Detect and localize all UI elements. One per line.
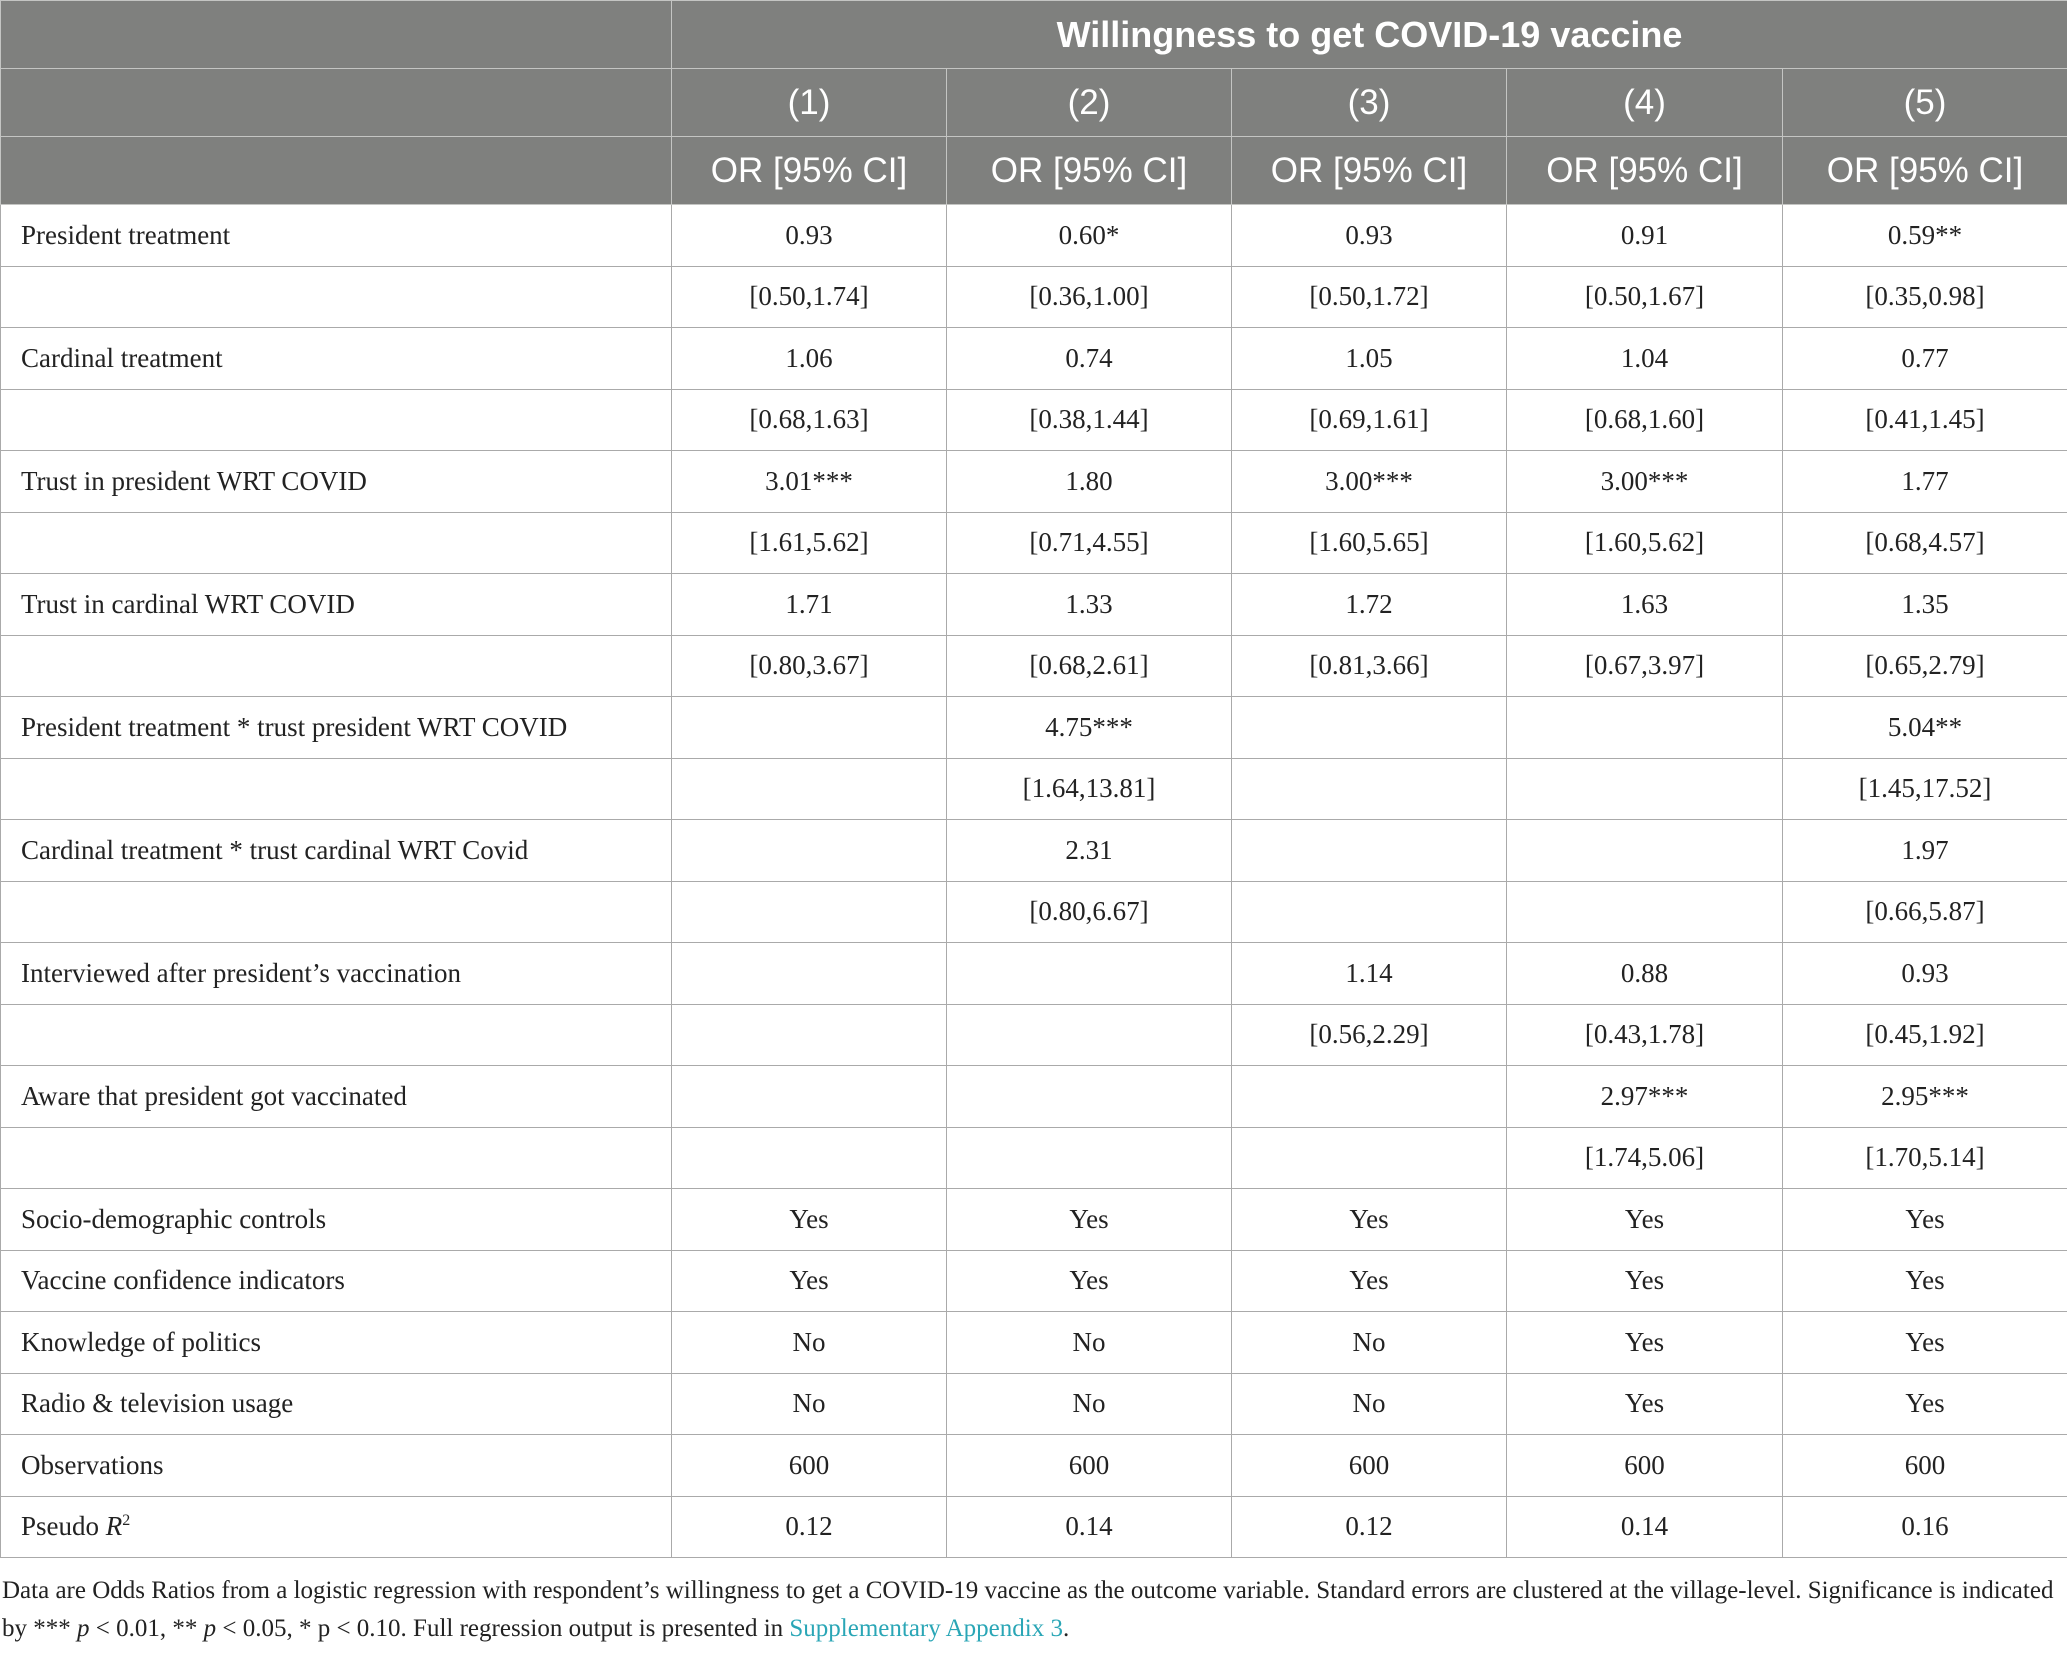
- table-cell: Yes: [1507, 1250, 1783, 1312]
- row-label: Observations: [1, 1435, 672, 1497]
- table-cell: Yes: [1783, 1312, 2067, 1374]
- table-cell: 2.97***: [1507, 1066, 1783, 1128]
- table-cell: 0.12: [1232, 1496, 1507, 1558]
- table-cell: [947, 943, 1232, 1005]
- row-label: Radio & television usage: [1, 1373, 672, 1435]
- table-cell: 0.14: [1507, 1496, 1783, 1558]
- footnote-text: Data are Odds Ratios from a logistic regression with respondent’s willingness to get a COVID-19 vaccine as the outcome variable. Standard errors are clustered at the village-level. Significance is indicated by ***: [2, 1577, 2054, 1642]
- table-cell: Yes: [947, 1250, 1232, 1312]
- row-label: Vaccine confidence indicators: [1, 1250, 672, 1312]
- table-cell: [1232, 820, 1507, 882]
- row-label: [1, 758, 672, 820]
- table-cell: 3.01***: [672, 451, 947, 513]
- table-row: [1, 205, 2067, 267]
- table-cell: Yes: [1783, 1373, 2067, 1435]
- corner-cell: [1, 1, 672, 69]
- row-label: [1, 389, 672, 451]
- table-row: [1, 758, 2067, 820]
- table-cell: Yes: [672, 1250, 947, 1312]
- stat-header: OR [95% CI]: [1783, 137, 2067, 205]
- stat-header: OR [95% CI]: [1232, 137, 1507, 205]
- table-cell: [1232, 758, 1507, 820]
- row-label: Trust in cardinal WRT COVID: [1, 574, 672, 636]
- table-cell: [947, 1004, 1232, 1066]
- table-cell: [672, 943, 947, 1005]
- model-header: (4): [1507, 69, 1783, 137]
- table-row: [1, 697, 2067, 759]
- footnote-text: < 0.01, **: [89, 1615, 204, 1642]
- table-cell: [672, 1066, 947, 1128]
- table-cell: 1.14: [1232, 943, 1507, 1005]
- table-cell: 600: [1783, 1435, 2067, 1497]
- row-label: [1, 512, 672, 574]
- corner-cell: [1, 69, 672, 137]
- table-row: [1, 1373, 2067, 1435]
- table-cell: [1232, 1127, 1507, 1189]
- table-cell: 0.91: [1507, 205, 1783, 267]
- table-cell: [0.41,1.45]: [1783, 389, 2067, 451]
- table-cell: [0.35,0.98]: [1783, 266, 2067, 328]
- table-cell: 1.97: [1783, 820, 2067, 882]
- table-row: [1, 1312, 2067, 1374]
- table-cell: 0.93: [1783, 943, 2067, 1005]
- table-cell: 1.80: [947, 451, 1232, 513]
- stat-header: OR [95% CI]: [672, 137, 947, 205]
- table-cell: 0.59**: [1783, 205, 2067, 267]
- table-cell: 1.33: [947, 574, 1232, 636]
- table-cell: [0.68,1.60]: [1507, 389, 1783, 451]
- table-cell: No: [1232, 1373, 1507, 1435]
- row-label: [1, 881, 672, 943]
- table-cell: [1507, 820, 1783, 882]
- table-cell: 0.16: [1783, 1496, 2067, 1558]
- model-header: (5): [1783, 69, 2067, 137]
- table-cell: [0.71,4.55]: [947, 512, 1232, 574]
- supplementary-appendix-link[interactable]: Supplementary Appendix 3: [789, 1615, 1063, 1642]
- table-cell: [947, 1127, 1232, 1189]
- model-header-row: [1, 69, 2067, 137]
- table-cell: 0.88: [1507, 943, 1783, 1005]
- table-row: [1, 1127, 2067, 1189]
- table-cell: [0.81,3.66]: [1232, 635, 1507, 697]
- table-cell: [0.68,2.61]: [947, 635, 1232, 697]
- superscript: 2: [122, 1512, 131, 1530]
- table-cell: 600: [672, 1435, 947, 1497]
- row-label: Trust in president WRT COVID: [1, 451, 672, 513]
- table-cell: No: [947, 1373, 1232, 1435]
- table-cell: [672, 1127, 947, 1189]
- table-cell: 1.04: [1507, 328, 1783, 390]
- stat-header-row: [1, 137, 2067, 205]
- row-label-pseudo-r2: [1, 1496, 672, 1558]
- table-row: [1, 881, 2067, 943]
- table-cell: [0.80,3.67]: [672, 635, 947, 697]
- table-cell: 1.05: [1232, 328, 1507, 390]
- table-cell: [672, 697, 947, 759]
- table-cell: Yes: [1507, 1373, 1783, 1435]
- table-row: [1, 1250, 2067, 1312]
- table-cell: [1232, 1066, 1507, 1128]
- table-cell: [0.50,1.74]: [672, 266, 947, 328]
- row-label: Cardinal treatment * trust cardinal WRT Covid: [1, 820, 672, 882]
- table-cell: 5.04**: [1783, 697, 2067, 759]
- table-cell: 1.06: [672, 328, 947, 390]
- row-label: President treatment * trust president WRT COVID: [1, 697, 672, 759]
- table-row: [1, 574, 2067, 636]
- table-cell: 1.71: [672, 574, 947, 636]
- table-cell: [0.45,1.92]: [1783, 1004, 2067, 1066]
- pseudo-label: Pseudo: [21, 1511, 106, 1542]
- table-cell: 0.74: [947, 328, 1232, 390]
- table-cell: [0.68,4.57]: [1783, 512, 2067, 574]
- table-cell: 4.75***: [947, 697, 1232, 759]
- table-cell: Yes: [1783, 1189, 2067, 1251]
- table-cell: [1232, 881, 1507, 943]
- table-cell: Yes: [1232, 1189, 1507, 1251]
- table-body: [1, 205, 2067, 1558]
- table-cell: [0.50,1.67]: [1507, 266, 1783, 328]
- row-label: [1, 266, 672, 328]
- table-cell: [0.80,6.67]: [947, 881, 1232, 943]
- model-header: (2): [947, 69, 1232, 137]
- table-cell: 1.77: [1783, 451, 2067, 513]
- table-cell: 1.72: [1232, 574, 1507, 636]
- table-cell: 0.93: [672, 205, 947, 267]
- stat-header: OR [95% CI]: [1507, 137, 1783, 205]
- table-cell: Yes: [1783, 1250, 2067, 1312]
- table-row: [1, 1004, 2067, 1066]
- table-cell: No: [672, 1373, 947, 1435]
- table-cell: [0.66,5.87]: [1783, 881, 2067, 943]
- table-row: [1, 389, 2067, 451]
- table-row: [1, 1066, 2067, 1128]
- table-cell: Yes: [1232, 1250, 1507, 1312]
- table-cell: [0.65,2.79]: [1783, 635, 2067, 697]
- table-cell: [1.45,17.52]: [1783, 758, 2067, 820]
- footnote-text: < 0.05, * p < 0.10. Full regression output is presented in: [216, 1615, 790, 1642]
- table-cell: Yes: [672, 1189, 947, 1251]
- table-cell: 2.95***: [1783, 1066, 2067, 1128]
- table-cell: No: [1232, 1312, 1507, 1374]
- table-cell: [672, 1004, 947, 1066]
- table-cell: 2.31: [947, 820, 1232, 882]
- table-cell: [0.36,1.00]: [947, 266, 1232, 328]
- table-cell: [1507, 758, 1783, 820]
- table-cell: 1.35: [1783, 574, 2067, 636]
- table-cell: [1.60,5.62]: [1507, 512, 1783, 574]
- table-cell: [672, 758, 947, 820]
- row-label: [1, 1127, 672, 1189]
- caption-row: [1, 1, 2067, 69]
- table-cell: 600: [947, 1435, 1232, 1497]
- table-cell: [1.61,5.62]: [672, 512, 947, 574]
- table-row: [1, 328, 2067, 390]
- table-cell: 0.93: [1232, 205, 1507, 267]
- table-row-pseudo-r2: [1, 1496, 2067, 1558]
- model-header: (3): [1232, 69, 1507, 137]
- row-label: [1, 635, 672, 697]
- table-cell: [947, 1066, 1232, 1128]
- p-symbol: p: [203, 1615, 217, 1642]
- table-cell: 600: [1232, 1435, 1507, 1497]
- table-cell: [0.69,1.61]: [1232, 389, 1507, 451]
- table-row: [1, 451, 2067, 513]
- table-cell: 3.00***: [1232, 451, 1507, 513]
- table-cell: [672, 881, 947, 943]
- table-cell: 3.00***: [1507, 451, 1783, 513]
- table-cell: [672, 820, 947, 882]
- model-header: (1): [672, 69, 947, 137]
- stat-header: OR [95% CI]: [947, 137, 1232, 205]
- table-row: [1, 820, 2067, 882]
- table-cell: [0.68,1.63]: [672, 389, 947, 451]
- table-row: [1, 1189, 2067, 1251]
- row-label: Interviewed after president’s vaccination: [1, 943, 672, 1005]
- table-row: [1, 512, 2067, 574]
- table-cell: [0.50,1.72]: [1232, 266, 1507, 328]
- table-cell: Yes: [1507, 1189, 1783, 1251]
- table-cell: [1507, 881, 1783, 943]
- table-cell: [1.74,5.06]: [1507, 1127, 1783, 1189]
- table-cell: No: [672, 1312, 947, 1374]
- table-row: [1, 943, 2067, 1005]
- table-row: [1, 266, 2067, 328]
- table-cell: [0.67,3.97]: [1507, 635, 1783, 697]
- table-cell: Yes: [947, 1189, 1232, 1251]
- table-cell: [1.64,13.81]: [947, 758, 1232, 820]
- table-cell: Yes: [1507, 1312, 1783, 1374]
- row-label: [1, 1004, 672, 1066]
- row-label: Socio-demographic controls: [1, 1189, 672, 1251]
- table-cell: 1.63: [1507, 574, 1783, 636]
- table-cell: No: [947, 1312, 1232, 1374]
- footnote-text: .: [1062, 1615, 1070, 1642]
- table-cell: 0.12: [672, 1496, 947, 1558]
- table-cell: [0.43,1.78]: [1507, 1004, 1783, 1066]
- table-cell: 0.14: [947, 1496, 1232, 1558]
- table-footnote: [2, 1572, 2062, 1648]
- table-cell: 0.77: [1783, 328, 2067, 390]
- table-cell: [1507, 697, 1783, 759]
- table-cell: [0.38,1.44]: [947, 389, 1232, 451]
- r-symbol: R: [105, 1511, 123, 1542]
- row-label: President treatment: [1, 205, 672, 267]
- table-row: [1, 635, 2067, 697]
- table-cell: [0.56,2.29]: [1232, 1004, 1507, 1066]
- table-cell: [1.60,5.65]: [1232, 512, 1507, 574]
- corner-cell: [1, 137, 672, 205]
- table-cell: 0.60*: [947, 205, 1232, 267]
- table-row: [1, 1435, 2067, 1497]
- table-cell: [1232, 697, 1507, 759]
- p-symbol: p: [77, 1615, 90, 1642]
- row-label: Cardinal treatment: [1, 328, 672, 390]
- table-cell: [1.70,5.14]: [1783, 1127, 2067, 1189]
- table-cell: 600: [1507, 1435, 1783, 1497]
- row-label: Aware that president got vaccinated: [1, 1066, 672, 1128]
- row-label: Knowledge of politics: [1, 1312, 672, 1374]
- table-caption: Willingness to get COVID-19 vaccine: [672, 1, 2067, 69]
